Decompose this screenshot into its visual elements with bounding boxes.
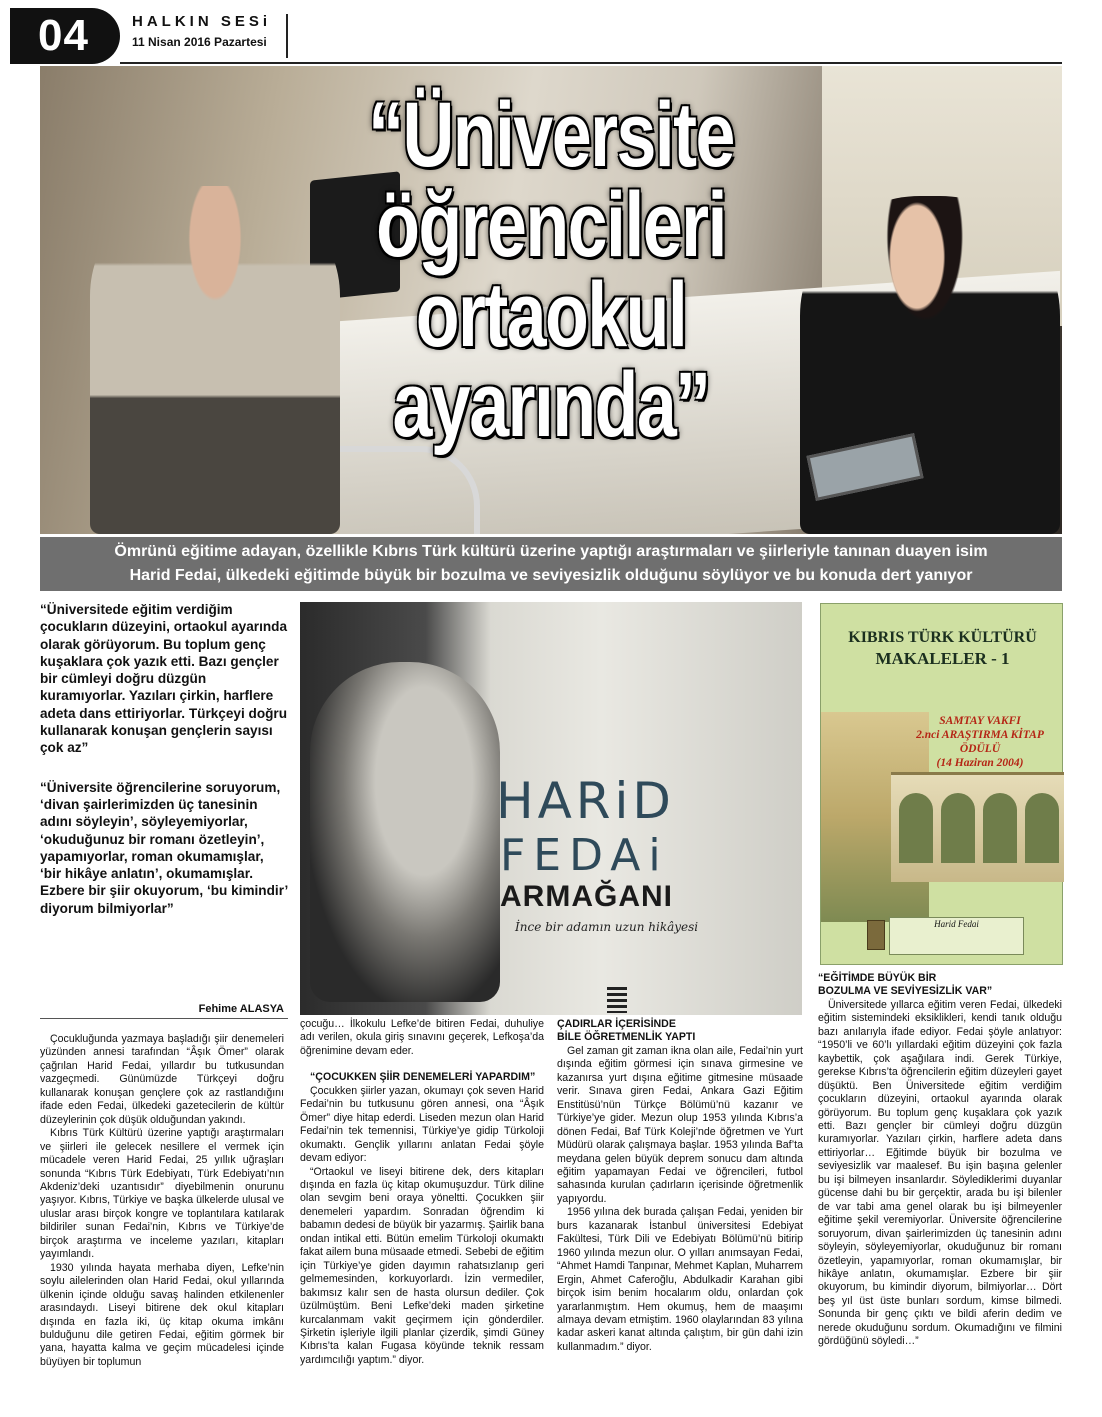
hero-photo xyxy=(40,66,1062,534)
paragraph: 1956 yılına dek burada çalışan Fedai, yeniden bir burs kazanarak İstanbul üniversitesi Edebiyat Fakültesi, Türk Dili ve Edebiyatı Bölümü’nü bitirip 1960 yılında mezun olur. O yılları anımsayan Fedai, “Ahmet Hamdi Tanpınar, Mehmet Kaplan, Muharrem Ergin, Ahmet Caferoğlu, Abdulkadir Karahan gibi birçok isim benim hocalarım oldu, onlardan çok yararlanmıştım. Hem okumuş, hem de maaşımı almaya devam etmiştim. 1960 olaylarından 83 yılına kadar askeri kanat altında çalıştım, bir gün dahi izin kullanmadım.” diyor. xyxy=(557,1206,803,1353)
publisher-logo-icon xyxy=(607,987,627,1013)
arches-graphic xyxy=(891,772,1064,882)
award-line: (14 Haziran 2004) xyxy=(936,757,1024,769)
award-line: 2.nci ARAŞTIRMA KİTAP xyxy=(916,729,1044,741)
book-author-first: HARiD xyxy=(496,772,675,830)
book-cover-culture xyxy=(820,603,1063,965)
book-subtitle: İnce bir adamın uzun hikâyesi xyxy=(515,920,699,934)
byline: Fehime ALASYA xyxy=(198,1003,284,1015)
headline xyxy=(40,84,1062,456)
subheading: “ÇOCUKKEN ŞİİR DENEMELERİ YAPARDIM” xyxy=(310,1071,536,1084)
subheading: “EĞİTİMDE BÜYÜK BİR xyxy=(818,972,937,984)
pull-quote: “Üniversite öğrencilerine soruyorum, ‘divan şairlerimizden üç tanesinin adını söyleyin’, söyleyemiyorlar, ‘okuduğunuz bir romanı özetleyin’, yapamıyorlar, roman okumamışlar, ‘bir hikâye anlatın’, okumamışlar. Ezbere bir şiir okuyorum, ‘bu kimindir’ diyorum bilmiyorlar” xyxy=(40,779,288,916)
lede-line: Harid Fedai, ülkedeki eğitimde büyük bir bozulma ve seviyesizlik olduğunu söylüyor ve bu konuda dert yanıyor xyxy=(129,567,973,584)
pull-quotes xyxy=(40,601,288,939)
award-line: ÖDÜLÜ xyxy=(959,743,1001,755)
book2-subtitle: MAKALELER - 1 xyxy=(875,649,1010,668)
award-line: SAMTAY VAKFI xyxy=(939,715,1021,727)
paragraph: Gel zaman git zaman ikna olan aile, Fedai’nin yurt dışında eğitim görmesi için sınava girmesine ve kazanırsa yurt dışına eğitime gitmesine müsaade verir. Sınava giren Fedai, Ankara Gazi Eğitim Enstitüsü’nün Türkçe Bölümü’nü kazanır ve Türkiye’ye gider. Mezun olup 1953 yılında Kıbrıs’a dönen Fedai, Baf Türk Koleji’nde öğretmen ve Yurt Müdürü olarak çalışmaya başlar. 1953 yılında Baf’ta meydana gelen büyük deprem sonucu dam altında eğitim yapamayan Fedai ve öğrencileri, futbol sahasında kurulan çadırların içerisinde öğretmenlik yapıyordu. xyxy=(557,1044,803,1205)
paragraph: 1930 yılında hayata merhaba diyen, Lefke’nin soylu ailelerinden olan Harid Fedai, okul yıllarında ülkenin içinde olduğu savaş halinden etkilenenler arasındaydı. Liseyi bitirene dek okul kitapları dışında en fazla iki, üç kitap okuma imkânı bulduğunu dile getiren Fedai, eğitim görmek bir yana, hayatta kalma ve geçim mücadelesi içinde büyüyen bir toplumun xyxy=(40,1261,284,1368)
paragraph: Çocukluğunda yazmaya başladığı şiir denemeleri yüzünden annesi tarafından “Âşık Ömer” olarak çağrılan Harid Fedai, yıllardır bu tutkusundan vazgeçmedi. Günümüzde Türkçeyi doğru kullanarak konuşan gençlere çok az rastlandığını ifade eden Fedai, ülkedeki gazetecilerin de kültür düzeylerinin çok düşük olduğundan yakındı. xyxy=(40,1033,284,1126)
paragraph: çocuğu… İlkokulu Lefke’de bitiren Fedai, duhuliye adı verilen, okula giriş sınavını geçerek, Lefkoşa’da öğrenimine devam eder. xyxy=(300,1018,544,1057)
lede-banner xyxy=(40,537,1062,591)
issue-date: 11 Nisan 2016 Pazartesi xyxy=(132,35,267,49)
lede-line: Ömrünü eğitime adayan, özellikle Kıbrıs Türk kültürü üzerine yaptığı araştırmaları ve şiirleriyle tanınan duayen isim xyxy=(114,543,988,560)
subheading: ÇADIRLAR İÇERİSİNDE xyxy=(557,1018,676,1030)
paragraph: Çocukken şiirler yazan, okumayı çok seven Harid Fedai’nin bu tutkusunu gören annesi, ona “Âşık Ömer” diye hitap ederdi. Liseden mezun olan Harid Fedai’nin tek temennisi, Türkiye’ye gidip Türkoloji okumaktı. Gençlik yıllarını anlatan Fedai şöyle devam ediyor: xyxy=(300,1084,544,1165)
article-column-3 xyxy=(557,1018,803,1354)
subheading: BİLE ÖĞRETMENLİK YAPTI xyxy=(557,1031,696,1044)
book-cover-photo xyxy=(300,602,802,1015)
book2-title: KIBRIS TÜRK KÜLTÜRÜ xyxy=(848,629,1037,646)
headline-line: “Üniversite xyxy=(368,84,734,186)
portrait-graphic xyxy=(310,662,500,1002)
book2-author: Harid Fedai xyxy=(934,919,979,929)
author-photo xyxy=(867,920,885,950)
article-column-1 xyxy=(40,1033,284,1369)
header-divider xyxy=(286,14,288,58)
page-number: 04 xyxy=(10,8,120,64)
paragraph: “Ortaokul ve liseyi bitirene dek, ders kitapları dışında en fazla üç kitap okumuşuzdur. Türk diline olan sevgim beni oraya yöneltti. Çocukken şiir denemeleri yapardım. Sonradan öğrendim ki babamın dedesi de büyük bir yazarmış. Şairlik bana ondan intikal etti. Bütün emelim Türkoloji okumaktı fakat ailem buna müsaade etmedi. Sebebi de eğitim için Türkiye’ye giden dayımın rahatsızlanıp geri gelmemesinden, korkuyorlardı. İzin vermediler, bakımsız kalır sen de hasta olursun dediler. Çok üzülmüştüm. Beni Lefke’deki maden şirketine kurcalanmam vakit geçirmem için gönderdiler. Şirketin işleriyle ilgili planlar çizerdik, şimdi Güney Kıbrıs’ta kalan Fugasa köyünde teknik ressam yardımcılığı yaptım.” diyor. xyxy=(300,1165,544,1366)
pull-quote: “Üniversitede eğitim verdiğim çocukların düzeyini, ortaokul ayarında olarak görüyorum. Bu toplum genç kuşaklara çok yazık etti. Bazı gençler bir cümleyi doğru düzgün kuramıyorlar. Yazıları çirkin, harflere adeta dans ettiriyorlar. Türkçeyi doğru kullanarak konuşan gençlerin sayısı çok az” xyxy=(40,602,288,756)
header-rule xyxy=(120,62,1062,64)
article-column-2 xyxy=(300,1018,544,1367)
masthead xyxy=(0,0,1102,68)
book-title: ARMAĞANI xyxy=(500,880,673,913)
paragraph: Kıbrıs Türk Kültürü üzerine yaptığı araştırmaları ve şiirleri ile gelecek nesillere el vermek için mücadele veren Harid Fedai, 25 yıllık uğraşları sonunda “Kıbrıs Türk Edebiyatı, Türk Edebiyatı’nın Akdeniz’deki uzantısıdır” diyebilmenin onurunu yaşıyor. Kıbrıs, Türkiye ve başka ülkelerde ulusal ve uluslar arası birçok kongre ve toplantılara katılarak bildiriler sunan Fedai’nin, Kıbrıs ve Türkiye’de birçok araştırma ve inceleme yazıları, kitapları yayımlandı. xyxy=(40,1127,284,1261)
subheading: BOZULMA VE SEVİYESİZLİK VAR” xyxy=(818,985,993,998)
headline-line: ortaokul xyxy=(415,264,687,366)
headline-line: öğrencileri xyxy=(376,174,726,276)
headline-line: ayarında” xyxy=(392,354,710,456)
book-author-last: FEDAi xyxy=(500,830,669,881)
article-column-4 xyxy=(818,972,1062,1349)
paragraph: Üniversitede yıllarca eğitim veren Fedai, ülkedeki eğitim sistemindeki eksiklikleri, kendi tanık olduğu bazı anılarıyla ifade ediyor. Fedai şöyle anlatıyor: “1950’li ve 60’lı yıllardaki eğitim düzeyini çok fazla kaybettik, çok aşağılara indi. Gerek Türkiye, gerekse Kıbrıs’ta öğrencilerin eğitim düzeyleri gayet düşüktü. Ben Üniversitede eğitim verdiğim çocukların düzeyini, ortaokul ayarında olarak görüyorum. Bu toplum genç kuşaklara çok yazık etti. Bazı gençler bir cümleyi doğru düzgün kuramıyorlar. Yazıları çirkin, harflere adeta dans ettiriyorlar… Eğitimde büyük bir bozulma ve seviyesizlik var maalesef. Bu işin başına gelenler bu işi bilmeyen insanlardır. Söylediklerimi duyanlar gücense dahi bu bir gerçektir, arada bu işi bilenler de var tabi ama genel olarak bu işi bilmeyenler eğitime şekil veremiyorlar. Üniversite öğrencilerine soruyorum, divan şairlerimizden üç tanesinin adını söyleyin, söyleyemiyorlar, okuduğunuz bir romanı özetleyin, yapamıyorlar, roman okumamışlar, bir hikâye anlatın, okumamışlar. Ezbere bir şiir okuyorum, bu kimindir diyorum, bilmiyorlar… Dört beş yıl üst üste bunları sordum, kimse bilmedi. Sonunda bir genç çıktı ve bildi aferin dedim ve nerede okuduğunu sordum. Okumadığını ve filmini gördüğünü söyledi…” xyxy=(818,998,1062,1348)
newspaper-name: HALKIN SESi xyxy=(132,13,272,30)
byline-rule xyxy=(40,1018,288,1019)
